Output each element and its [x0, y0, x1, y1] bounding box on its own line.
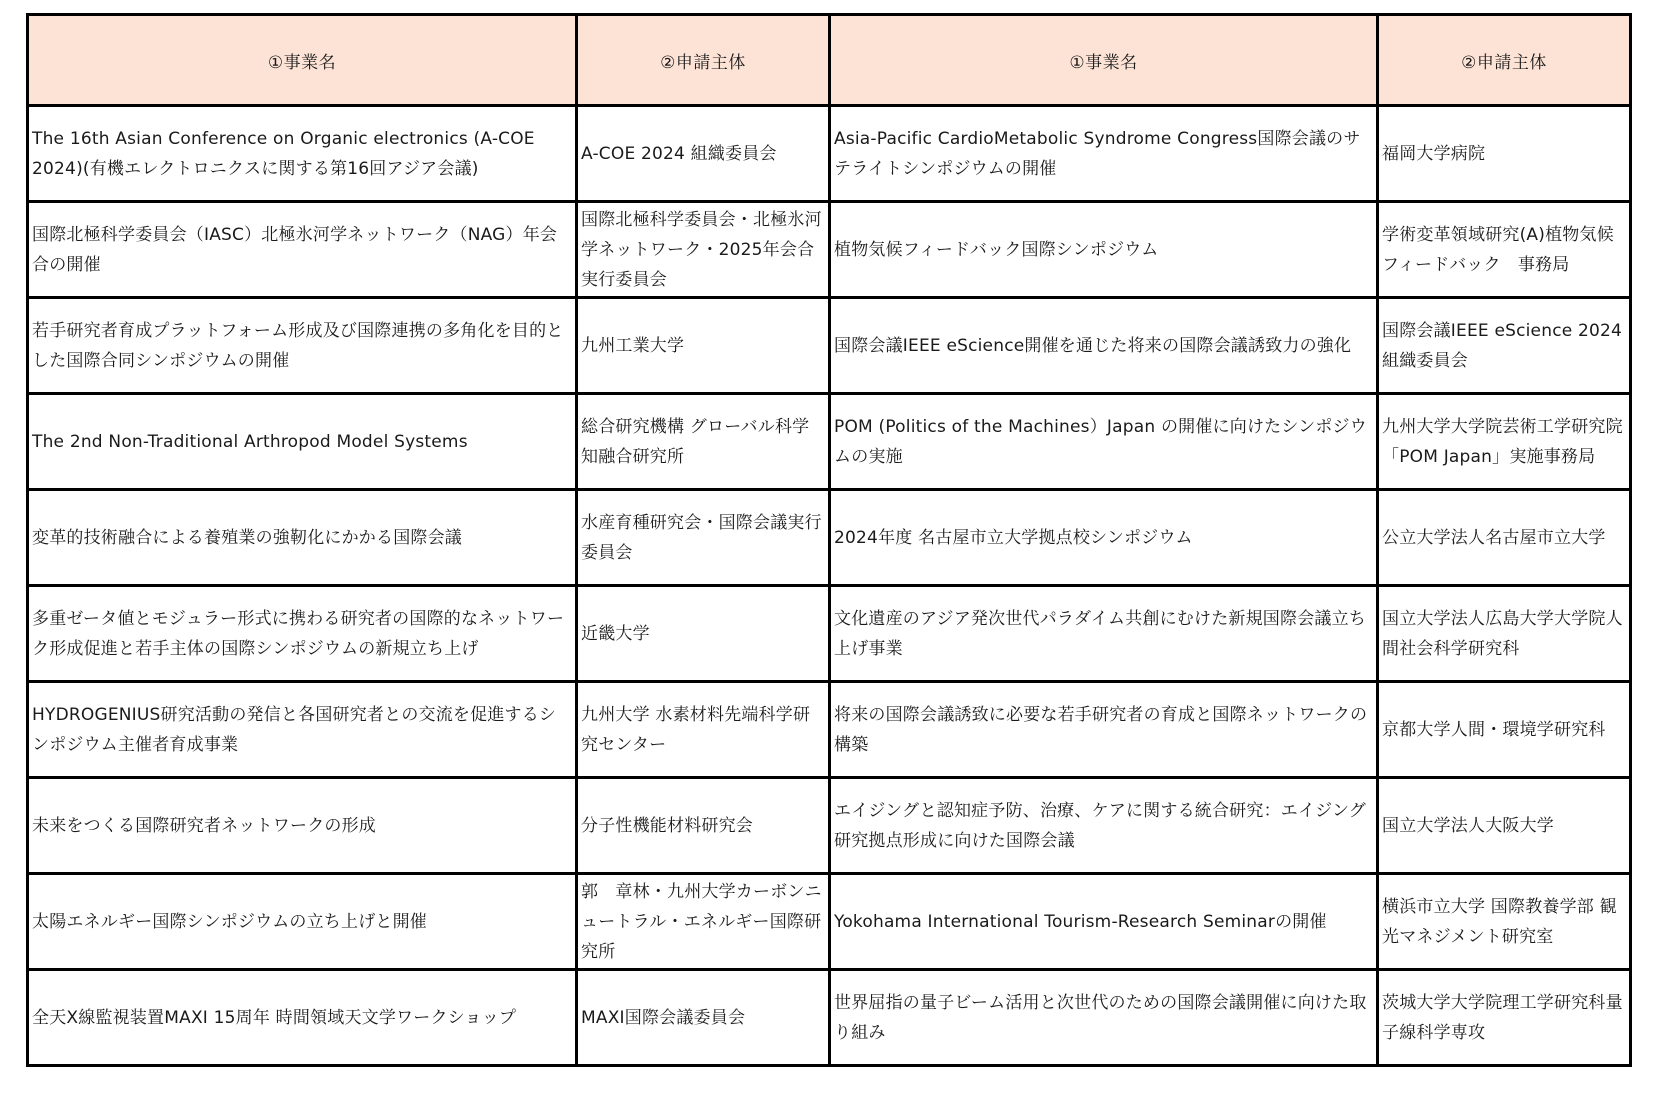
applicant-cell: 九州工業大学 — [577, 298, 830, 394]
project-name-cell: The 16th Asian Conference on Organic electronics (A-COE 2024)(有機エレクトロニクスに関する第16回アジア会議) — [28, 106, 577, 202]
project-name-cell: The 2nd Non-Traditional Arthropod Model Systems — [28, 394, 577, 490]
applicant-cell: 国立大学法人広島大学大学院人間社会科学研究科 — [1378, 586, 1631, 682]
project-name-cell: 若手研究者育成プラットフォーム形成及び国際連携の多角化を目的とした国際合同シンポジウムの開催 — [28, 298, 577, 394]
applicant-cell: 国際会議IEEE eScience 2024組織委員会 — [1378, 298, 1631, 394]
table-row — [28, 778, 1631, 874]
table-row — [28, 970, 1631, 1066]
table-row — [28, 682, 1631, 778]
project-name-cell: 将来の国際会議誘致に必要な若手研究者の育成と国際ネットワークの構築 — [830, 682, 1378, 778]
applicant-cell: 福岡大学病院 — [1378, 106, 1631, 202]
project-name-cell: Asia-Pacific CardioMetabolic Syndrome Congress国際会議のサテライトシンポジウムの開催 — [830, 106, 1378, 202]
applicant-cell: 総合研究機構 グローバル科学知融合研究所 — [577, 394, 830, 490]
table-row — [28, 874, 1631, 970]
project-name-cell: Yokohama International Tourism-Research Seminarの開催 — [830, 874, 1378, 970]
applicant-cell: 国立大学法人大阪大学 — [1378, 778, 1631, 874]
project-name-cell: 未来をつくる国際研究者ネットワークの形成 — [28, 778, 577, 874]
table-row — [28, 394, 1631, 490]
applicant-cell: 郭 章林・九州大学カーボンニュートラル・エネルギー国際研究所 — [577, 874, 830, 970]
project-name-cell: 全天X線監視装置MAXI 15周年 時間領域天文学ワークショップ — [28, 970, 577, 1066]
applicant-cell: MAXI国際会議委員会 — [577, 970, 830, 1066]
applicant-cell: 国際北極科学委員会・北極氷河学ネットワーク・2025年会合実行委員会 — [577, 202, 830, 298]
header-project-name: ①事業名 — [830, 15, 1378, 106]
project-name-cell: 多重ゼータ値とモジュラー形式に携わる研究者の国際的なネットワーク形成促進と若手主体の国際シンポジウムの新規立ち上げ — [28, 586, 577, 682]
header-applicant: ②申請主体 — [1378, 15, 1631, 106]
project-name-cell: 植物気候フィードバック国際シンポジウム — [830, 202, 1378, 298]
project-name-cell: 太陽エネルギー国際シンポジウムの立ち上げと開催 — [28, 874, 577, 970]
header-row — [28, 15, 1631, 106]
applicant-cell: A-COE 2024 組織委員会 — [577, 106, 830, 202]
project-name-cell: エイジングと認知症予防、治療、ケアに関する統合研究：エイジング研究拠点形成に向けた国際会議 — [830, 778, 1378, 874]
project-name-cell: 文化遺産のアジア発次世代パラダイム共創にむけた新規国際会議立ち上げ事業 — [830, 586, 1378, 682]
project-name-cell: 変革的技術融合による養殖業の強靭化にかかる国際会議 — [28, 490, 577, 586]
applicant-cell: 水産育種研究会・国際会議実行委員会 — [577, 490, 830, 586]
project-name-cell: 世界屈指の量子ビーム活用と次世代のための国際会議開催に向けた取り組み — [830, 970, 1378, 1066]
table-header — [28, 15, 1631, 106]
header-project-name: ①事業名 — [28, 15, 577, 106]
applicant-cell: 公立大学法人名古屋市立大学 — [1378, 490, 1631, 586]
document-sheet — [26, 13, 1629, 1067]
project-name-cell: 国際北極科学委員会（IASC）北極氷河学ネットワーク（NAG）年会合の開催 — [28, 202, 577, 298]
table-row — [28, 202, 1631, 298]
project-name-cell: 国際会議IEEE eScience開催を通じた将来の国際会議誘致力の強化 — [830, 298, 1378, 394]
applicant-cell: 横浜市立大学 国際教養学部 観光マネジメント研究室 — [1378, 874, 1631, 970]
header-applicant: ②申請主体 — [577, 15, 830, 106]
table-row — [28, 586, 1631, 682]
applicant-cell: 茨城大学大学院理工学研究科量子線科学専攻 — [1378, 970, 1631, 1066]
program-table — [26, 13, 1632, 1067]
project-name-cell: POM (Politics of the Machines）Japan の開催に向けたシンポジウムの実施 — [830, 394, 1378, 490]
applicant-cell: 九州大学 水素材料先端科学研究センター — [577, 682, 830, 778]
table-row — [28, 490, 1631, 586]
project-name-cell: HYDROGENIUS研究活動の発信と各国研究者との交流を促進するシンポジウム主催者育成事業 — [28, 682, 577, 778]
applicant-cell: 分子性機能材料研究会 — [577, 778, 830, 874]
table-row — [28, 106, 1631, 202]
applicant-cell: 学術変革領域研究(A)植物気候フィードバック 事務局 — [1378, 202, 1631, 298]
applicant-cell: 近畿大学 — [577, 586, 830, 682]
applicant-cell: 九州大学大学院芸術工学研究院「POM Japan」実施事務局 — [1378, 394, 1631, 490]
table-row — [28, 298, 1631, 394]
applicant-cell: 京都大学人間・環境学研究科 — [1378, 682, 1631, 778]
table-body — [28, 106, 1631, 1066]
project-name-cell: 2024年度 名古屋市立大学拠点校シンポジウム — [830, 490, 1378, 586]
